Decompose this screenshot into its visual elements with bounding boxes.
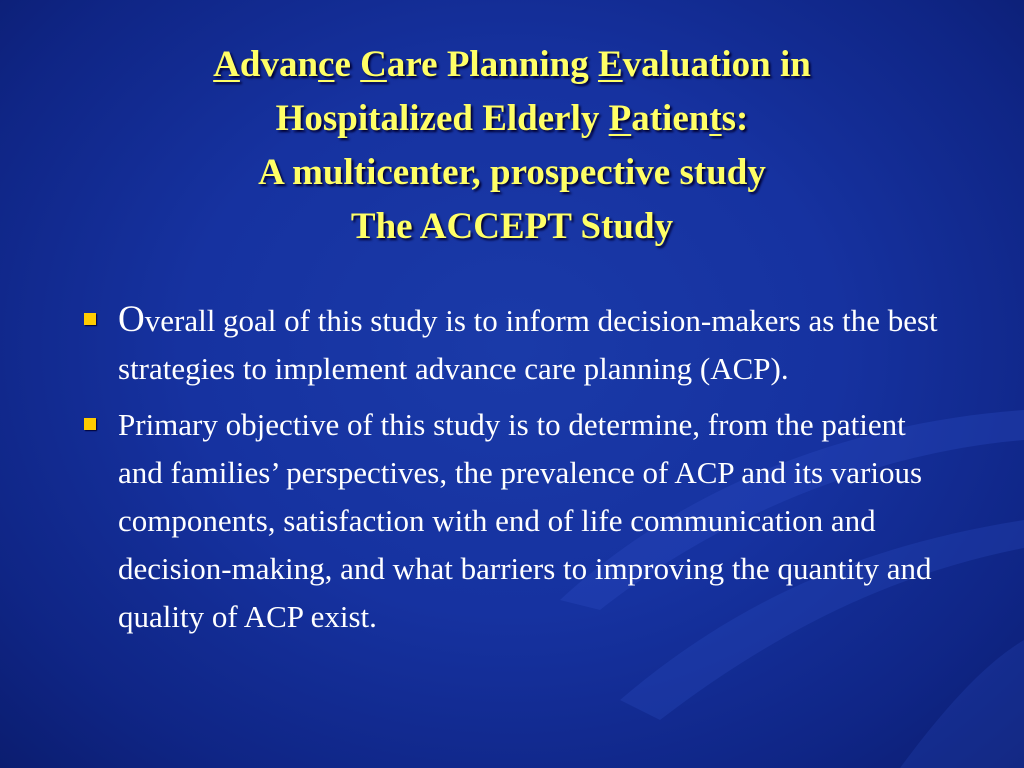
title-text: s: (721, 98, 749, 139)
title-line-3: A multicenter, prospective study (258, 152, 766, 193)
title-letter-c: c (318, 44, 335, 85)
title-letter-c2: C (360, 44, 387, 85)
bullet-item (78, 296, 958, 393)
slide-title (40, 38, 984, 254)
title-text: Hospitalized Elderly (275, 98, 609, 139)
title-text: are Planning (386, 44, 598, 85)
square-bullet-icon (84, 313, 96, 325)
square-bullet-icon (84, 418, 96, 430)
title-letter-p: P (608, 98, 632, 139)
bullet-drop-letter: O (118, 299, 145, 340)
title-text: dvan (239, 44, 319, 85)
title-text: e (334, 44, 361, 85)
title-text: valuation in (622, 44, 811, 85)
title-letter-t: t (709, 98, 722, 139)
bullet-list (78, 296, 958, 649)
title-letter-e: E (597, 44, 623, 85)
bullet-text: Primary objective of this study is to determine, from the patient and families’ perspectives, the prevalence of ACP and its various components, satisfaction with end of life communication and decision-making, and what barriers to improving the quantity and quality of ACP exist. (118, 407, 932, 634)
title-line-4: The ACCEPT Study (350, 206, 674, 247)
title-letter-a: A (213, 44, 240, 85)
title-line-2 (40, 92, 984, 146)
bullet-text: verall goal of this study is to inform decision-makers as the best strategies to implement advance care planning (ACP). (118, 303, 938, 386)
bullet-item (78, 401, 958, 641)
title-line-1 (40, 38, 984, 92)
title-text: atien (631, 98, 710, 139)
